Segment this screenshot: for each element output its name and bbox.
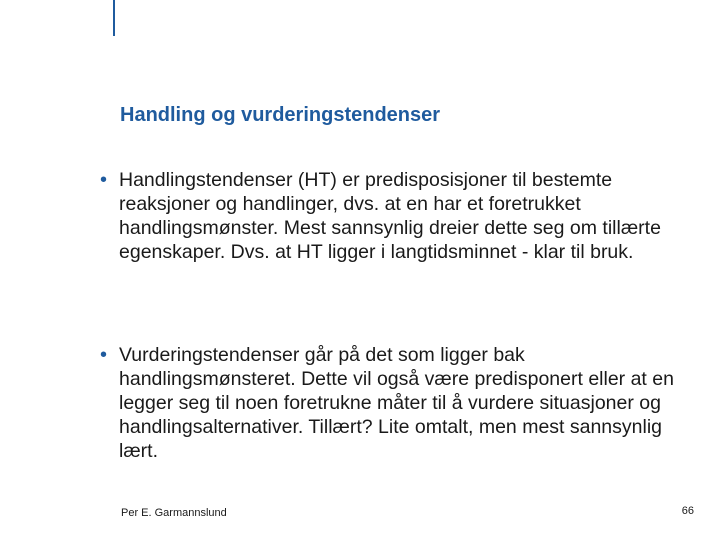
bullet-text: Vurderingstendenser går på det som ligger bak handlingsmønsteret. Dette vil også være predisponert eller at en legger seg til noen foretrukne måter til å vurdere situasjoner og handlingsalternativer. Tillært? Lite omtalt, men mest sannsynlig lært. [119,344,674,462]
slide-title: Handling og vurderingstendenser [120,104,441,126]
footer-author: Per E. Garmannslund [121,507,227,519]
bullet-text: Handlingstendenser (HT) er predisposisjoner til bestemte reaksjoner og handlinger, dvs. at en har et foretrukket handlingsmønster. Mest sannsynlig dreier dette seg om tillærte egenskaper. Dvs. at HT ligger i langtidsminnet - klar til bruk. [119,169,661,263]
page-number: 66 [681,505,694,517]
bullet-dot-icon: • [100,344,108,366]
bullet-item [100,168,700,264]
decorative-accent-line [113,0,115,36]
bullet-item [100,343,700,463]
bullet-dot-icon: • [100,169,108,191]
